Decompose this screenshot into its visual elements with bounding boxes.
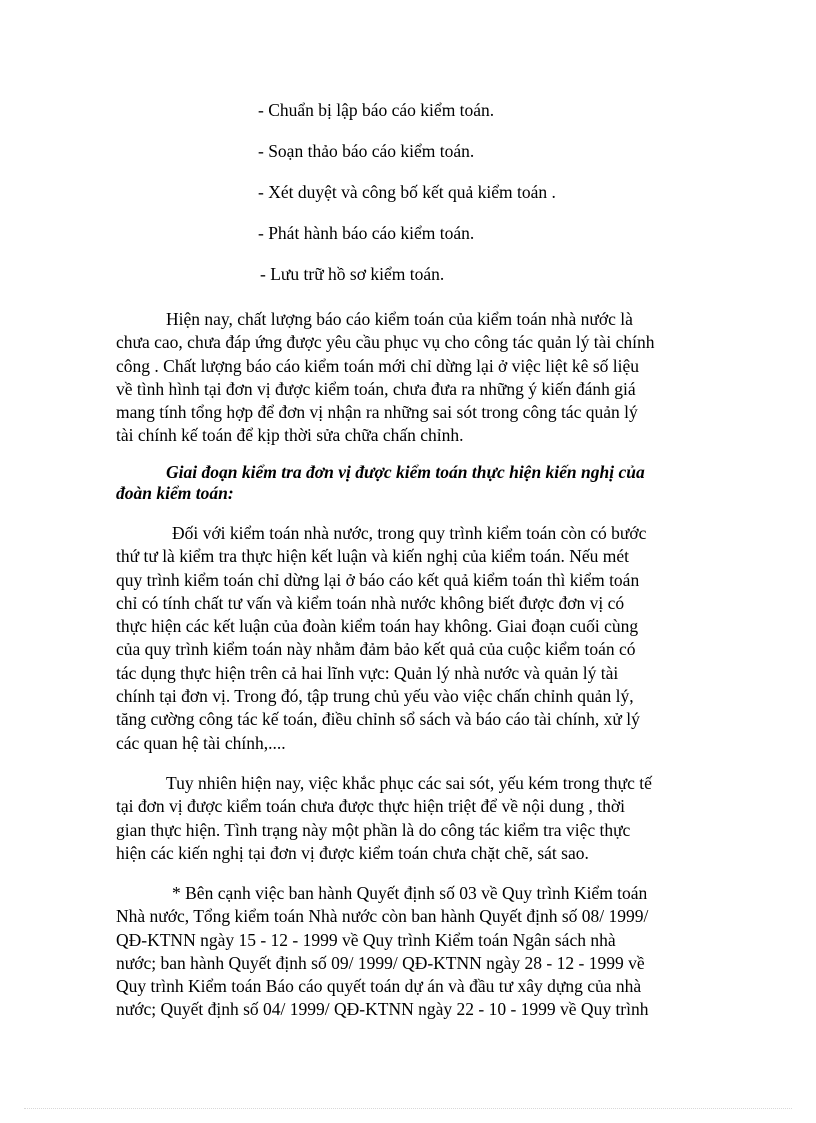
text-line: về tình hình tại đơn vị được kiểm toán, chưa đưa ra những ý kiến đánh giá [116,378,636,399]
list-item: - Xét duyệt và công bố kết quả kiểm toán . [258,182,556,202]
text-line: tại đơn vị được kiểm toán chưa được thực hiện triệt để về nội dung , thời [116,796,625,817]
text-line: nước; Quyết định số 04/ 1999/ QĐ-KTNN ngày 22 - 10 - 1999 về Quy trình [116,999,649,1020]
procedure-step-list [258,100,556,305]
text-line: chưa cao, chưa đáp ứng được yêu cầu phục vụ cho công tác quản lý tài chính [116,332,655,353]
list-item: - Lưu trữ hồ sơ kiểm toán. [260,264,445,284]
page-bottom-divider [24,1108,792,1109]
text-line: * Bên cạnh việc ban hành Quyết định số 03 về Quy trình Kiểm toán [172,883,648,903]
paragraph-decisions-issued [116,882,701,1022]
text-line: các quan hệ tài chính,.... [116,732,286,753]
text-line: Tuy nhiên hiện nay, việc khắc phục các sai sót, yếu kém trong thực tế [166,773,652,793]
text-line: Hiện nay, chất lượng báo cáo kiểm toán của kiểm toán nhà nước là [166,309,633,329]
text-line: thứ tư là kiểm tra thực hiện kết luận và kiến nghị của kiểm toán. Nếu mét [116,546,629,567]
list-item: - Chuẩn bị lập báo cáo kiểm toán. [258,100,495,120]
text-line: tác dụng thực hiện trên cả hai lĩnh vực: Quản lý nhà nước và quản lý tài [116,662,619,683]
paragraph-state-audit-followup [116,522,701,755]
text-line: công . Chất lượng báo cáo kiểm toán mới chỉ dừng lại ở việc liệt kê số liệu [116,355,640,376]
text-line: Đối với kiểm toán nhà nước, trong quy trình kiểm toán còn có bước [172,523,647,543]
heading-line: đoàn kiểm toán: [116,483,234,503]
text-line: QĐ-KTNN ngày 15 - 12 - 1999 về Quy trình Kiểm toán Ngân sách nhà [116,929,616,950]
text-line: của quy trình kiểm toán này nhằm đảm bảo kết quả của cuộc kiểm toán có [116,639,636,660]
text-line: thực hiện các kết luận của đoàn kiểm toán hay không. Giai đoạn cuối cùng [116,616,639,637]
text-line: Quy trình Kiểm toán Báo cáo quyết toán dự án và đầu tư xây dựng của nhà [116,976,642,997]
text-line: hiện các kiến nghị tại đơn vị được kiểm toán chưa chặt chẽ, sát sao. [116,842,589,863]
text-line: tài chính kế toán để kịp thời sửa chữa chấn chỉnh. [116,425,464,446]
text-line: Nhà nước, Tổng kiểm toán Nhà nước còn ban hành Quyết định số 08/ 1999/ [116,906,649,927]
text-line: quy trình kiểm toán chỉ dừng lại ở báo cáo kết quả kiểm toán thì kiểm toán [116,569,640,590]
text-line: chính tại đơn vị. Trong đó, tập trung chủ yếu vào việc chấn chỉnh quản lý, [116,686,634,707]
section-heading [116,462,706,504]
text-line: tăng cường công tác kế toán, điều chỉnh sổ sách và báo cáo tài chính, xử lý [116,709,640,730]
heading-line: Giai đoạn kiểm tra đơn vị được kiểm toán thực hiện kiến nghị của [166,462,645,482]
text-line: mang tính tổng hợp để đơn vị nhận ra những sai sót trong công tác quản lý [116,402,638,423]
list-item: - Phát hành báo cáo kiểm toán. [258,223,475,243]
list-item: - Soạn thảo báo cáo kiểm toán. [258,141,475,161]
paragraph-audit-report-quality [116,308,701,448]
text-line: gian thực hiện. Tình trạng này một phần là do công tác kiểm tra việc thực [116,819,631,840]
paragraph-current-shortcomings [116,772,701,865]
text-line: nước; ban hành Quyết định số 09/ 1999/ QĐ-KTNN ngày 28 - 12 - 1999 về [116,952,645,973]
text-line: chỉ có tính chất tư vấn và kiểm toán nhà nước không biết được đơn vị có [116,592,625,613]
